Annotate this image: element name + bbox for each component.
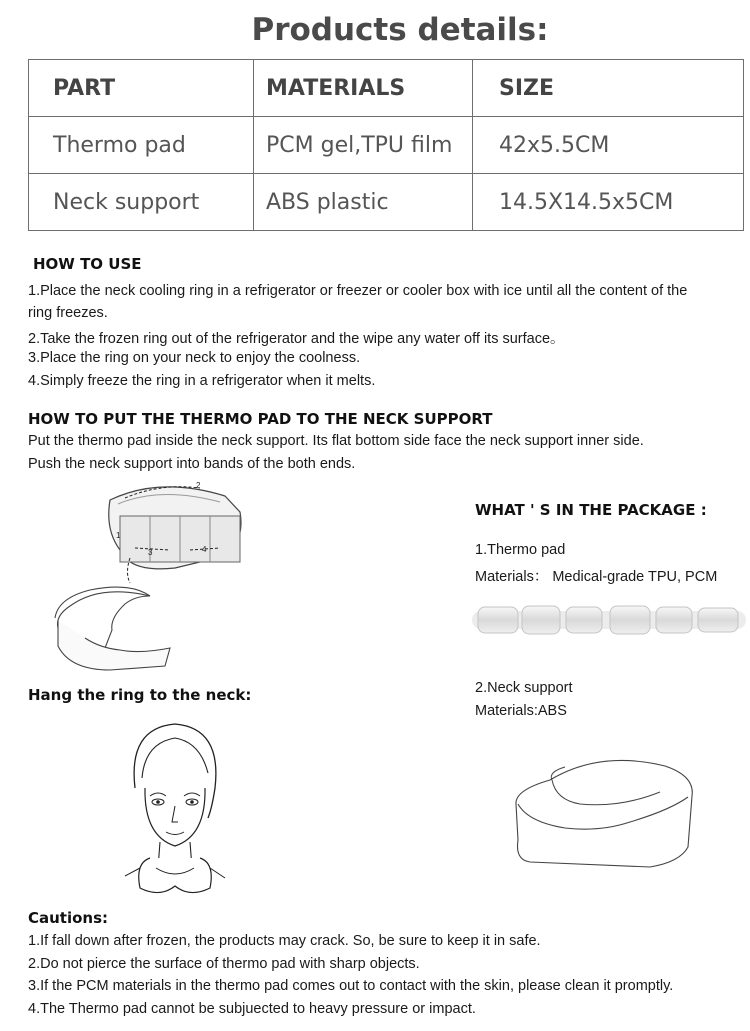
caution-item: 3.If the PCM materials in the thermo pad comes out to contact with the skin, please clean it promptly. xyxy=(28,978,674,994)
cell-part: Neck support xyxy=(29,174,254,231)
put-pad-line: Push the neck support into bands of the both ends. xyxy=(28,456,356,472)
header-materials: MATERIALS xyxy=(254,60,473,117)
package-item-materials: Materials:ABS xyxy=(475,703,567,719)
cell-part: Thermo pad xyxy=(29,117,254,174)
table-row xyxy=(29,174,744,231)
assembly-diagram xyxy=(50,478,255,678)
hang-heading: Hang the ring to the neck: xyxy=(28,686,252,704)
page-title: Products details: xyxy=(251,12,549,48)
caution-item: 1.If fall down after frozen, the products may crack. So, be sure to keep it in safe. xyxy=(28,933,541,949)
caution-item: 2.Do not pierce the surface of thermo pad with sharp objects. xyxy=(28,956,420,972)
put-pad-heading: HOW TO PUT THE THERMO PAD TO THE NECK SUPPORT xyxy=(28,410,493,428)
neck-support-image xyxy=(510,752,700,872)
thermo-pad-image xyxy=(470,603,748,637)
how-to-use-step: 4.Simply freeze the ring in a refrigerator when it melts. xyxy=(28,373,376,389)
diagram-number: 2 xyxy=(196,481,201,490)
diagram-number: 4 xyxy=(202,545,207,554)
how-to-use-step: 1.Place the neck cooling ring in a refrigerator or freezer or cooler box with ice until all the content of the xyxy=(28,283,688,299)
diagram-number: 1 xyxy=(116,531,121,540)
cell-size: 14.5X14.5x5CM xyxy=(473,174,744,231)
package-item-materials: Materials： Medical-grade TPU, PCM xyxy=(475,569,718,585)
package-heading: WHAT ' S IN THE PACKAGE : xyxy=(475,501,707,519)
how-to-use-step: 2.Take the frozen ring out of the refrigerator and the wipe any water off its surface。 xyxy=(28,331,565,347)
package-item-title: 1.Thermo pad xyxy=(475,542,566,558)
diagram-number: 3 xyxy=(148,548,153,557)
caution-item: 4.The Thermo pad cannot be subjuected to heavy pressure or impact. xyxy=(28,1001,476,1017)
header-part: PART xyxy=(29,60,254,117)
cautions-heading: Cautions: xyxy=(28,909,109,927)
how-to-use-step: ring freezes. xyxy=(28,305,108,321)
face-with-neck-ring-illustration xyxy=(120,718,230,903)
package-item-title: 2.Neck support xyxy=(475,680,573,696)
put-pad-line: Put the thermo pad inside the neck support. Its flat bottom side face the neck support inner side. xyxy=(28,433,644,449)
how-to-use-step: 3.Place the ring on your neck to enjoy the coolness. xyxy=(28,350,361,366)
header-size: SIZE xyxy=(473,60,744,117)
how-to-use-heading: HOW TO USE xyxy=(33,255,142,273)
cell-size: 42x5.5CM xyxy=(473,117,744,174)
table-row xyxy=(29,117,744,174)
cell-materials: ABS plastic xyxy=(254,174,473,231)
product-details-table xyxy=(28,59,744,231)
cell-materials: PCM gel,TPU film xyxy=(254,117,473,174)
table-header-row xyxy=(29,60,744,117)
